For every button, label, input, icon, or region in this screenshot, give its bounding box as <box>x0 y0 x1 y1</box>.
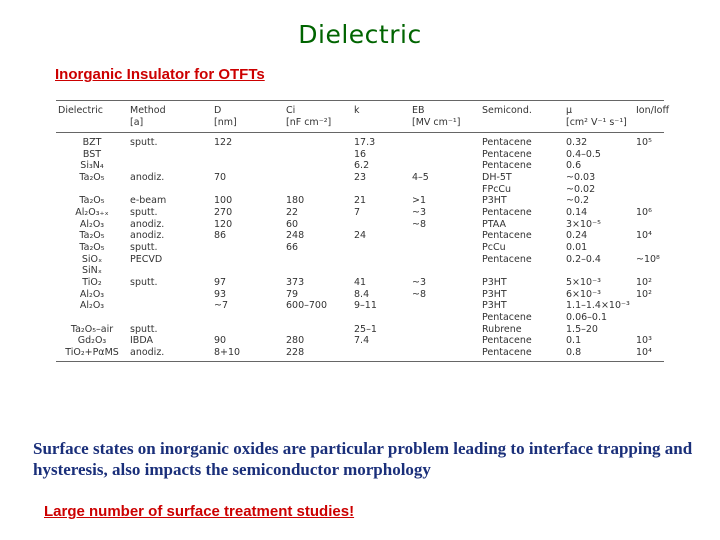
subtitle: Inorganic Insulator for OTFTs <box>55 66 265 83</box>
col-header: Ion/Ioff <box>634 101 664 118</box>
table-cell <box>634 149 664 161</box>
table-cell: TiO₂ <box>82 276 102 288</box>
table-cell <box>410 184 480 196</box>
table-cell: 22 <box>286 206 299 218</box>
table-cell: 373 <box>286 276 305 288</box>
table-cell: e-beam <box>130 195 167 207</box>
table-cell: P3HT <box>482 195 507 207</box>
table-cell: 228 <box>284 347 352 362</box>
table-cell: ~7 <box>214 300 229 312</box>
table-cell: P3HT <box>482 288 507 300</box>
table-cell <box>634 312 664 324</box>
table-cell: 0.32 <box>566 137 588 148</box>
table-cell: BST <box>82 148 102 160</box>
table-cell <box>564 265 634 277</box>
table-cell: 270 <box>214 206 233 218</box>
col-unit: [nm] <box>212 117 284 133</box>
table-cell: 0.01 <box>566 241 588 253</box>
note-text: Surface states on inorganic oxides are particular problem leading to interface trapping and hysteresis, also impacts the semiconductor morphology <box>33 439 693 479</box>
table-cell: TiO₂+PαMS <box>56 347 128 362</box>
table-cell: 0.8 <box>564 347 634 362</box>
table-cell <box>352 242 410 254</box>
col-unit <box>634 117 664 133</box>
table-cell: ~8 <box>412 218 427 230</box>
table-cell <box>284 149 352 161</box>
table-cell <box>284 184 352 196</box>
table-cell <box>410 230 480 242</box>
table-row <box>56 324 664 336</box>
table-cell <box>410 265 480 277</box>
table-row <box>56 242 664 254</box>
col-unit: [nF cm⁻²] <box>284 117 352 133</box>
table-cell <box>56 184 128 196</box>
table-cell <box>634 172 664 184</box>
table-cell: 10³ <box>636 335 652 347</box>
table-cell: 23 <box>354 171 367 183</box>
table-cell: 10² <box>636 276 652 288</box>
table-cell <box>410 160 480 172</box>
table-cell <box>634 160 664 172</box>
table-cell <box>634 195 664 207</box>
table-cell: 10⁴ <box>636 230 652 242</box>
table-cell: P3HT <box>482 300 507 312</box>
table-cell: Al₂O₃₊ₓ <box>75 206 109 218</box>
header-row <box>56 101 664 118</box>
table-cell: 0.6 <box>566 160 582 172</box>
col-unit: [a] <box>128 117 212 133</box>
table-cell <box>56 312 128 324</box>
table-cell: 10⁴ <box>634 347 664 362</box>
col-header: D <box>212 101 284 118</box>
table-cell: ~3 <box>412 276 427 288</box>
table-cell: 122 <box>214 137 233 148</box>
table-cell <box>410 324 480 336</box>
col-header: Ci <box>284 101 352 118</box>
table-cell: ~0.03 <box>566 171 596 183</box>
table-cell: ~8 <box>412 288 427 300</box>
table-row <box>56 335 664 347</box>
table-cell: BZT <box>82 137 102 148</box>
col-header: Method <box>128 101 212 118</box>
table-cell: PTAA <box>482 218 507 230</box>
table-cell: Si₃N₄ <box>80 160 104 172</box>
table-cell: 0.1 <box>566 335 582 347</box>
table-row <box>56 172 664 184</box>
table-cell <box>634 242 664 254</box>
table-cell: Gd₂O₃ <box>77 335 107 347</box>
table-cell <box>212 265 284 277</box>
table-row <box>56 133 664 149</box>
table-cell: Al₂O₃ <box>79 288 105 300</box>
table-cell: Rubrene <box>482 323 522 335</box>
table-cell: sputt. <box>130 276 158 288</box>
table-cell <box>284 312 352 324</box>
table-cell <box>352 312 410 324</box>
table-row <box>56 300 664 312</box>
table-cell: 60 <box>286 218 299 230</box>
table-cell <box>634 219 664 231</box>
table-cell: IBDA <box>130 335 153 347</box>
table-cell: Pentacene <box>482 206 532 218</box>
table-cell: 100 <box>214 195 233 207</box>
col-unit: [MV cm⁻¹] <box>410 117 480 133</box>
table-cell: sputt. <box>130 323 158 335</box>
table-cell: 9–11 <box>354 300 377 312</box>
table-cell: 90 <box>214 335 227 347</box>
table-cell: 17.3 <box>354 137 376 148</box>
table-cell: 7 <box>354 206 361 218</box>
table-cell: 0.06–0.1 <box>566 311 608 323</box>
table-cell: Pentacene <box>482 335 532 347</box>
table-cell: 0.2–0.4 <box>566 253 601 265</box>
table-cell: Al₂O₃ <box>79 218 105 230</box>
table-cell <box>128 184 212 196</box>
table-row <box>56 160 664 172</box>
table-cell <box>410 149 480 161</box>
table-cell: 0.14 <box>566 206 588 218</box>
table-cell: 0.24 <box>566 230 588 242</box>
table-cell: 16 <box>354 148 367 160</box>
table-cell: DH-5T <box>482 171 512 183</box>
col-unit: [cm² V⁻¹ s⁻¹] <box>564 117 634 133</box>
table-cell: ~3 <box>412 206 427 218</box>
table-row <box>56 149 664 161</box>
table-cell: Pentacene <box>480 347 564 362</box>
table-cell: PECVD <box>130 253 163 265</box>
table-cell: 70 <box>214 171 227 183</box>
table-cell: ~10⁸ <box>636 253 660 265</box>
table-row <box>56 277 664 289</box>
table-cell <box>410 242 480 254</box>
table-cell <box>634 265 664 277</box>
table-cell <box>634 184 664 196</box>
table-cell: 79 <box>286 288 299 300</box>
table-cell: 8.4 <box>354 288 370 300</box>
table-row <box>56 312 664 324</box>
table-cell: >1 <box>412 195 427 207</box>
table-cell: sputt. <box>130 137 158 148</box>
table-cell: 66 <box>286 241 299 253</box>
table-cell: FPcCu <box>482 183 512 195</box>
table-row <box>56 207 664 219</box>
table-cell: 600–700 <box>286 300 328 312</box>
table-cell: 24 <box>354 230 367 242</box>
table-cell <box>410 335 480 347</box>
table-cell: 10⁵ <box>636 137 652 148</box>
table-cell: PcCu <box>482 241 506 253</box>
table-cell: 0.4–0.5 <box>566 148 601 160</box>
table-row <box>56 195 664 207</box>
table-cell: Pentacene <box>482 230 532 242</box>
table-cell <box>410 254 480 266</box>
dielectric-table <box>56 100 669 362</box>
table-cell <box>128 160 212 172</box>
table-cell: 6.2 <box>354 160 370 172</box>
col-header: k <box>352 101 410 118</box>
table-cell: 1.1–1.4×10⁻³ <box>566 300 630 312</box>
table-cell <box>128 265 212 277</box>
col-header: μ <box>564 101 634 118</box>
table-cell: 6×10⁻³ <box>566 288 601 300</box>
table-cell <box>352 347 410 362</box>
table-cell <box>212 149 284 161</box>
table-cell: Ta₂O₅ <box>79 230 105 242</box>
table-cell: Ta₂O₅ <box>79 241 105 253</box>
table-cell <box>284 172 352 184</box>
page-title: Dielectric <box>298 20 422 49</box>
table-cell: 21 <box>354 195 367 207</box>
table-cell: anodiz. <box>130 171 165 183</box>
table-cell <box>128 289 212 301</box>
table-row <box>56 184 664 196</box>
table-cell <box>410 347 480 362</box>
table-cell: 25–1 <box>354 323 377 335</box>
table-cell: 5×10⁻³ <box>566 276 601 288</box>
table-cell: Al₂O₃ <box>79 300 105 312</box>
table-cell <box>212 254 284 266</box>
table-cell <box>352 184 410 196</box>
table-row <box>56 219 664 231</box>
table-cell <box>284 324 352 336</box>
table-cell: anodiz. <box>130 230 165 242</box>
table-row <box>56 289 664 301</box>
table-cell: 120 <box>214 218 233 230</box>
table-cell <box>634 324 664 336</box>
col-header: Dielectric <box>56 101 128 118</box>
table-cell: Pentacene <box>482 137 532 148</box>
table-row <box>56 230 664 242</box>
table-cell: 7.4 <box>354 335 370 347</box>
table-cell <box>212 184 284 196</box>
table-body <box>56 133 664 362</box>
table-cell: 10⁶ <box>636 206 652 218</box>
table-cell: 1.5–20 <box>566 323 598 335</box>
col-unit <box>480 117 564 133</box>
table-cell: Ta₂O₅ <box>79 171 105 183</box>
table-cell <box>284 160 352 172</box>
table-cell <box>284 254 352 266</box>
table-cell <box>352 254 410 266</box>
table-cell: 97 <box>214 276 227 288</box>
table-cell <box>212 160 284 172</box>
table-cell: sputt. <box>130 206 158 218</box>
table-cell: Pentacene <box>482 148 532 160</box>
table-cell <box>128 300 212 312</box>
table-cell: 41 <box>354 276 367 288</box>
table-cell <box>284 133 352 149</box>
table-cell: ~0.02 <box>566 183 596 195</box>
table-cell <box>128 312 212 324</box>
table-cell: 248 <box>286 230 305 242</box>
table-cell <box>634 300 664 312</box>
table-cell: P3HT <box>482 276 507 288</box>
footer-text: Large number of surface treatment studies! <box>44 503 355 520</box>
table-cell <box>212 312 284 324</box>
table-cell <box>352 219 410 231</box>
table-cell: Ta₂O₅–air <box>70 323 114 335</box>
table-row <box>56 254 664 266</box>
table-cell: SiOₓ <box>81 253 103 265</box>
table-cell: anodiz. <box>128 347 212 362</box>
table-cell: Pentacene <box>482 253 532 265</box>
table-cell: Ta₂O₅ <box>79 195 105 207</box>
table-cell <box>128 149 212 161</box>
table-cell: SiNₓ <box>82 265 102 277</box>
table-cell: 180 <box>286 195 305 207</box>
table-cell: anodiz. <box>130 218 165 230</box>
table-cell <box>410 312 480 324</box>
table-cell: ~0.2 <box>566 195 590 207</box>
table-cell: 4–5 <box>412 171 429 183</box>
col-unit <box>352 117 410 133</box>
table-row <box>56 265 664 277</box>
table-cell <box>410 300 480 312</box>
table-cell: 8+10 <box>212 347 284 362</box>
table-cell <box>480 265 564 277</box>
units-row <box>56 117 664 133</box>
table-cell: 10² <box>636 288 652 300</box>
table-cell: sputt. <box>130 241 158 253</box>
table-cell <box>212 324 284 336</box>
table-cell: 86 <box>214 230 227 242</box>
table-row <box>56 347 664 362</box>
table-cell: 280 <box>286 335 305 347</box>
table-cell: Pentacene <box>482 160 532 172</box>
col-unit <box>56 117 128 133</box>
table-cell <box>212 242 284 254</box>
table-cell <box>410 133 480 149</box>
col-header: EB <box>410 101 480 118</box>
col-header: Semicond. <box>480 101 564 118</box>
table-cell: 3×10⁻⁵ <box>566 218 601 230</box>
table-cell: 93 <box>214 288 227 300</box>
table-cell <box>352 265 410 277</box>
table-cell: Pentacene <box>482 311 532 323</box>
table-cell <box>284 265 352 277</box>
